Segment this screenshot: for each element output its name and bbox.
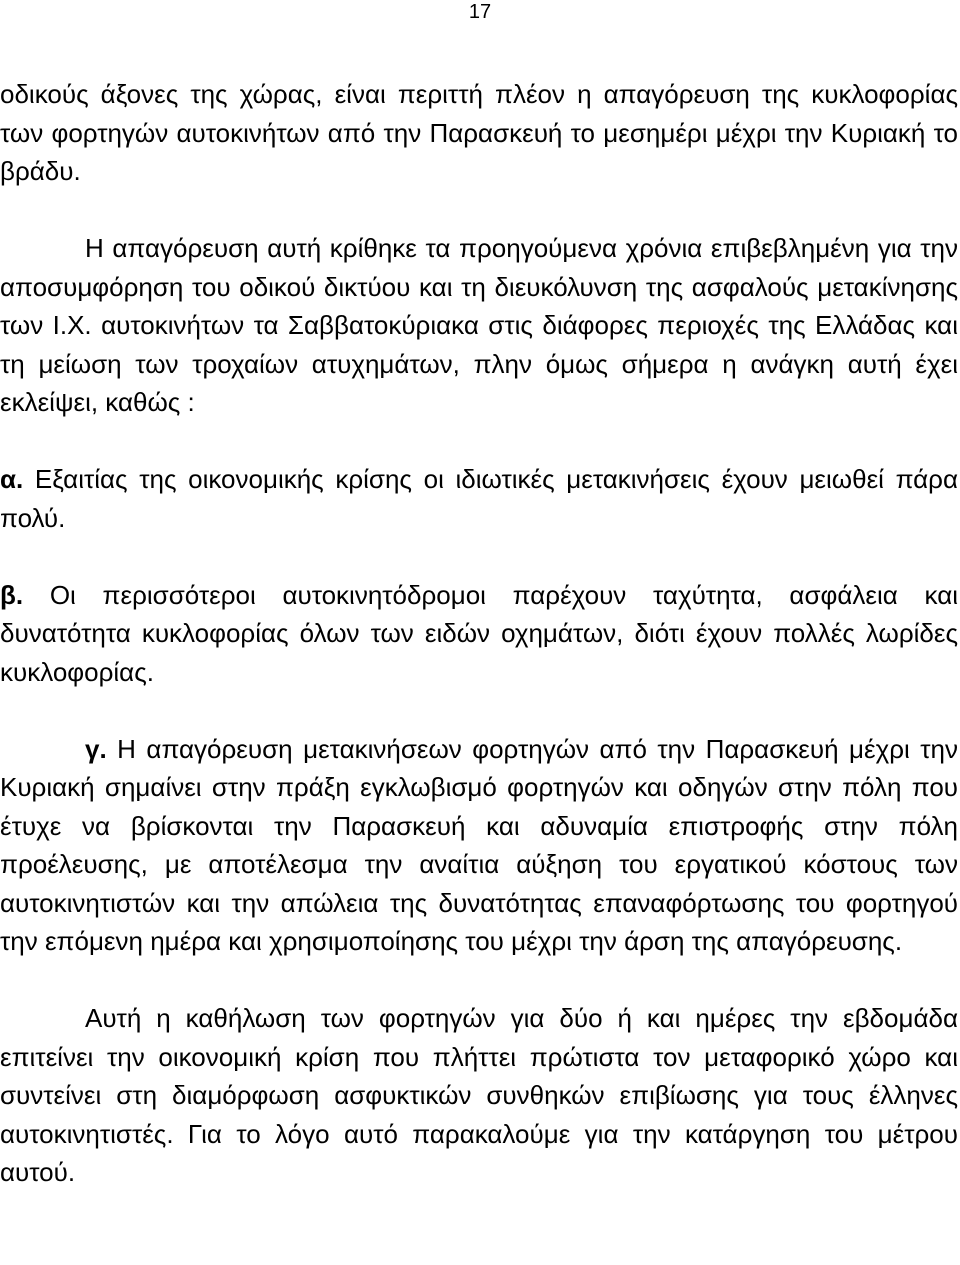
paragraph-ban-justification (0, 229, 958, 422)
list-item-c (0, 730, 958, 961)
paragraph-conclusion (0, 999, 958, 1192)
list-marker: α. (0, 464, 24, 494)
document-body (0, 75, 958, 1192)
page-number: 17 (468, 1, 492, 23)
list-item-a (0, 460, 958, 537)
list-marker: γ. (85, 733, 107, 764)
paragraph-text: Αυτή η καθήλωση των φορτηγών για δύο ή και ημέρες την εβδομάδα επιτείνει την οικονομική κρίση που πλήττει πρώτιστα τον μεταφορικό χώρο και συντείνει στη διαμόρφωση ασφυκτικών συνθηκών επιβίωσης για τους έλληνες αυτοκινητιστές. Για το λόγο αυτό παρακαλούμε για την κατάργηση του μέτρου αυτού. (0, 1003, 958, 1187)
list-item-text: Οι περισσότεροι αυτοκινητόδρομοι παρέχουν ταχύτητα, ασφάλεια και δυνατότητα κυκλοφορίας όλων των ειδών οχημάτων, διότι έχουν πολλές λωρίδες κυκλοφορίας. (0, 579, 958, 687)
paragraph-continuation (0, 75, 958, 191)
list-item-b (0, 576, 958, 692)
list-item-text: Η απαγόρευση μετακινήσεων φορτηγών από την Παρασκευή μέχρι την Κυριακή σημαίνει στην πράξη εγκλωβισμό φορτηγών και οδηγών στην πόλη που έτυχε να βρίσκονται την Παρασκευή και αδυναμία επιστροφής στην πόλη προέλευσης, με αποτέλεσμα την αναίτια αύξηση του εργατικού κόστους των αυτοκινητιστών και την απώλεια της δυνατότητας επαναφόρτωσης του φορτηγού την επόμενη ημέρα και χρησιμοποίησης του μέχρι την άρση της απαγόρευσης. (0, 733, 958, 956)
list-item-text: Εξαιτίας της οικονομικής κρίσης οι ιδιωτικές μετακινήσεις έχουν μειωθεί πάρα πολύ. (0, 464, 958, 533)
list-marker: β. (0, 579, 24, 610)
paragraph-text: Η απαγόρευση αυτή κρίθηκε τα προηγούμενα χρόνια επιβεβλημένη για την αποσυμφόρηση του οδικού δικτύου και τη διευκόλυνση της ασφαλούς μετακίνησης των Ι.Χ. αυτοκινήτων τα Σαββατοκύριακα στις διάφορες περιοχές της Ελλάδας και τη μείωση των τροχαίων ατυχημάτων, πλην όμως σήμερα η ανάγκη αυτή έχει εκλείψει, καθώς : (0, 233, 958, 417)
paragraph-text: οδικούς άξονες της χώρας, είναι περιττή πλέον η απαγόρευση της κυκλοφορίας των φορτηγών αυτοκινήτων από την Παρασκευή το μεσημέρι μέχρι την Κυριακή το βράδυ. (0, 79, 958, 186)
